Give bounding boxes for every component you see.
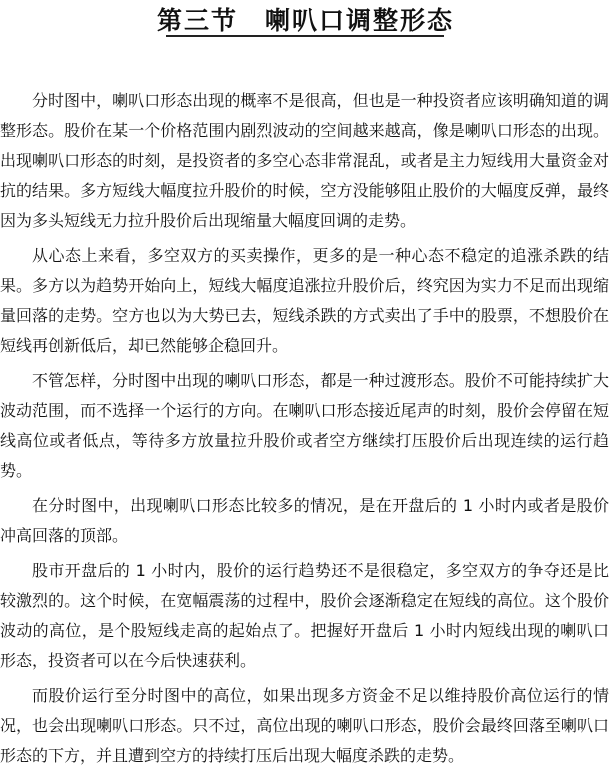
title-underline [166,35,444,37]
section-title: 第三节 喇叭口调整形态 [156,6,454,35]
paragraph-4: 在分时图中，出现喇叭口形态比较多的情况，是在开盘后的 1 小时内或者是股价冲高回落的顶部。 [0,496,609,545]
paragraph-2: 从心态上来看，多空双方的买卖操作，更多的是一种心态不稳定的追涨杀跌的结果。多方以为趋势开始向上，短线大幅度追涨拉升股价后，终究因为实力不足而出现缩量回落的走势。空方也以为大势已去，短线杀跌的方式卖出了手中的股票，不想股价在短线再创新低后，却已然能够企稳回升。 [0,246,609,355]
paragraph-3: 不管怎样，分时图中出现的喇叭口形态，都是一种过渡形态。股价不可能持续扩大波动范围，而不选择一个运行的方向。在喇叭口形态接近尾声的时刻，股价会停留在短线高位或者低点，等待多方放量拉升股价或者空方继续打压股价后出现连续的运行趋势。 [0,371,609,480]
body-text [0,86,611,771]
paragraph-1: 分时图中，喇叭口形态出现的概率不是很高，但也是一种投资者应该明确知道的调整形态。股价在某一个价格范围内剧烈波动的空间越来越高，像是喇叭口形态的出现。出现喇叭口形态的时刻，是投资者的多空心态非常混乱，或者是主力短线用大量资金对抗的结果。多方短线大幅度拉升股价的时候，空方没能够阻止股价的大幅度反弹，最终因为多头短线无力拉升股价后出现缩量大幅度回调的走势。 [0,91,609,230]
paragraph-5: 股市开盘后的 1 小时内，股价的运行趋势还不是很稳定，多空双方的争夺还是比较激烈的。这个时候，在宽幅震荡的过程中，股价会逐渐稳定在短线的高位。这个股价波动的高位，是个股短线走高的起始点了。把握好开盘后 1 小时内短线出现的喇叭口形态，投资者可以在今后快速获利。 [0,561,609,670]
paragraph-6: 而股价运行至分时图中的高位，如果出现多方资金不足以维持股价高位运行的情况，也会出现喇叭口形态。只不过，高位出现的喇叭口形态，股价会最终回落至喇叭口形态的下方，并且遭到空方的持续打压后出现大幅度杀跌的走势。 [0,686,609,765]
